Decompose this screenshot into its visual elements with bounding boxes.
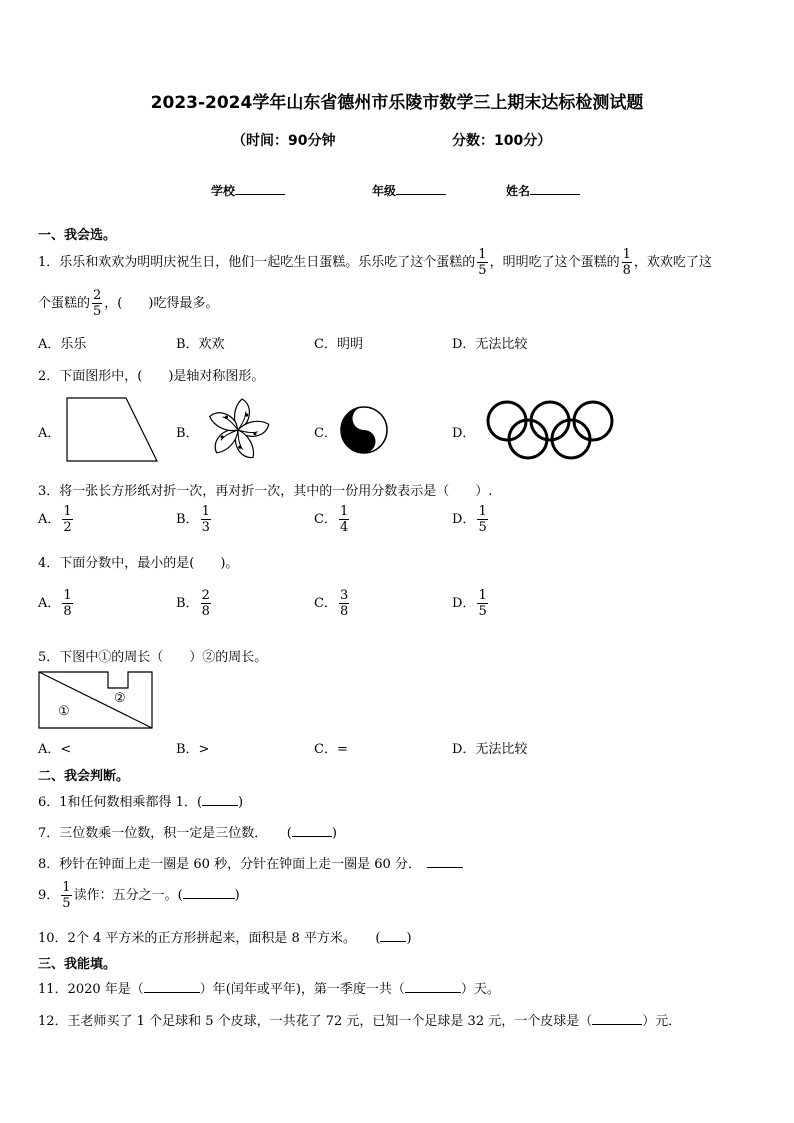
- q4-option-a[interactable]: A． $\frac{1}{8}$: [38, 588, 72, 619]
- q2-option-d[interactable]: D．: [452, 426, 476, 441]
- q3-option-b[interactable]: B． $\frac{1}{3}$: [176, 504, 210, 535]
- q4-option-d[interactable]: D． $\frac{1}{5}$: [452, 588, 487, 619]
- question-9: 9． $\frac{1}{5}$ 读作：五分之一。( ): [38, 880, 240, 911]
- q2-option-b[interactable]: B．: [176, 426, 199, 441]
- name-label: 姓名: [506, 184, 531, 198]
- region-1-mark: ①: [58, 704, 70, 719]
- q1-option-b[interactable]: B．欢欢: [176, 337, 225, 352]
- question-1-line-2: [38, 286, 218, 322]
- q8-answer-blank[interactable]: [427, 867, 463, 868]
- q11-blank-1[interactable]: [144, 992, 200, 993]
- fraction-1-8: $\frac{1}{8}$: [622, 247, 631, 278]
- q9-answer-blank[interactable]: [183, 898, 235, 899]
- q2-option-c[interactable]: C．: [314, 426, 337, 441]
- grade-blank[interactable]: [396, 194, 446, 195]
- region-2-mark: ②: [114, 691, 126, 706]
- q1-text-4: 个蛋糕的: [38, 296, 91, 311]
- question-1-line-1: [38, 245, 712, 281]
- olympic-rings-figure: [485, 400, 617, 462]
- question-3: 3．将一张长方形纸对折一次，再对折一次，其中的一份用分数表示是（ ）.: [38, 484, 493, 499]
- fraction-1-5: $\frac{1}{5}$: [478, 247, 487, 278]
- q10-answer-blank[interactable]: [380, 941, 406, 942]
- exam-score: 分数：100分）: [452, 133, 552, 149]
- q7-answer-blank[interactable]: [292, 836, 332, 837]
- fraction-2-5: $\frac{2}{5}$: [93, 288, 102, 319]
- school-label: 学校: [211, 184, 236, 198]
- q5-option-c[interactable]: C．=: [314, 742, 348, 757]
- name-field[interactable]: [506, 182, 580, 199]
- q11-blank-2[interactable]: [405, 992, 461, 993]
- bauhinia-flower-figure: [204, 396, 272, 464]
- q4-option-b[interactable]: B． $\frac{2}{8}$: [176, 588, 210, 619]
- exam-time: （时间：90分钟: [232, 133, 336, 149]
- question-11: 11．2020 年是（ ）年(闰年或平年)，第一季度一共（ ）天。: [38, 982, 500, 997]
- question-4: 4．下面分数中，最小的是( )。: [38, 556, 239, 571]
- q5-option-d[interactable]: D．无法比较: [452, 742, 528, 757]
- q1-option-a[interactable]: A．乐乐: [38, 337, 87, 352]
- trapezoid-figure: [66, 397, 161, 463]
- question-6: 6．1和任何数相乘都得 1．( ): [38, 795, 244, 810]
- q1-text-3: ，欢欢吃了这: [633, 255, 712, 270]
- question-10: 10．2个 4 平方米的正方形拼起来，面积是 8 平方米。 ( ): [38, 931, 412, 946]
- q3-option-d[interactable]: D． $\frac{1}{5}$: [452, 504, 487, 535]
- q2-option-a[interactable]: A．: [38, 426, 61, 441]
- school-field[interactable]: [211, 182, 285, 199]
- section-3-title: 三、我能填。: [38, 957, 117, 972]
- q6-answer-blank[interactable]: [202, 805, 238, 806]
- q5-option-a[interactable]: A．<: [38, 742, 72, 757]
- school-blank[interactable]: [235, 194, 285, 195]
- page-title: 2023-2024学年山东省德州市乐陵市数学三上期末达标检测试题: [150, 93, 644, 113]
- section-1-title: 一、我会选。: [38, 228, 117, 243]
- q1-text-5: ，( )吃得最多。: [104, 296, 219, 311]
- q12-blank[interactable]: [592, 1024, 642, 1025]
- section-2-title: 二、我会判断。: [38, 769, 130, 784]
- perimeter-figure: [38, 671, 156, 731]
- q1-option-d[interactable]: D．无法比较: [452, 337, 528, 352]
- question-5: 5．下图中①的周长（ ）②的周长。: [38, 650, 268, 665]
- q1-text-2: ，明明吃了这个蛋糕的: [489, 255, 620, 270]
- q1-option-c[interactable]: C．明明: [314, 337, 363, 352]
- question-12: 12．王老师买了 1 个足球和 5 个皮球，一共花了 72 元，已知一个足球是 32 元，一个皮球是（ ）元．: [38, 1014, 682, 1029]
- yin-yang-figure: [339, 405, 389, 455]
- grade-field[interactable]: [372, 182, 446, 199]
- q5-option-b[interactable]: B．>: [176, 742, 210, 757]
- q1-text-1: 1．乐乐和欢欢为明明庆祝生日，他们一起吃生日蛋糕。乐乐吃了这个蛋糕的: [38, 255, 476, 270]
- q3-option-c[interactable]: C． $\frac{1}{4}$: [314, 504, 349, 535]
- question-2: 2．下面图形中，( )是轴对称图形。: [38, 369, 265, 384]
- question-7: 7．三位数乘一位数，积一定是三位数． ( ): [38, 826, 337, 841]
- name-blank[interactable]: [530, 194, 580, 195]
- question-8: 8．秒针在钟面上走一圈是 60 秒，分针在钟面上走一圈是 60 分．: [38, 853, 463, 872]
- grade-label: 年级: [372, 184, 397, 198]
- q3-option-a[interactable]: A． $\frac{1}{2}$: [38, 504, 72, 535]
- q4-option-c[interactable]: C． $\frac{3}{8}$: [314, 588, 349, 619]
- fraction-1-5: $\frac{1}{5}$: [62, 880, 71, 911]
